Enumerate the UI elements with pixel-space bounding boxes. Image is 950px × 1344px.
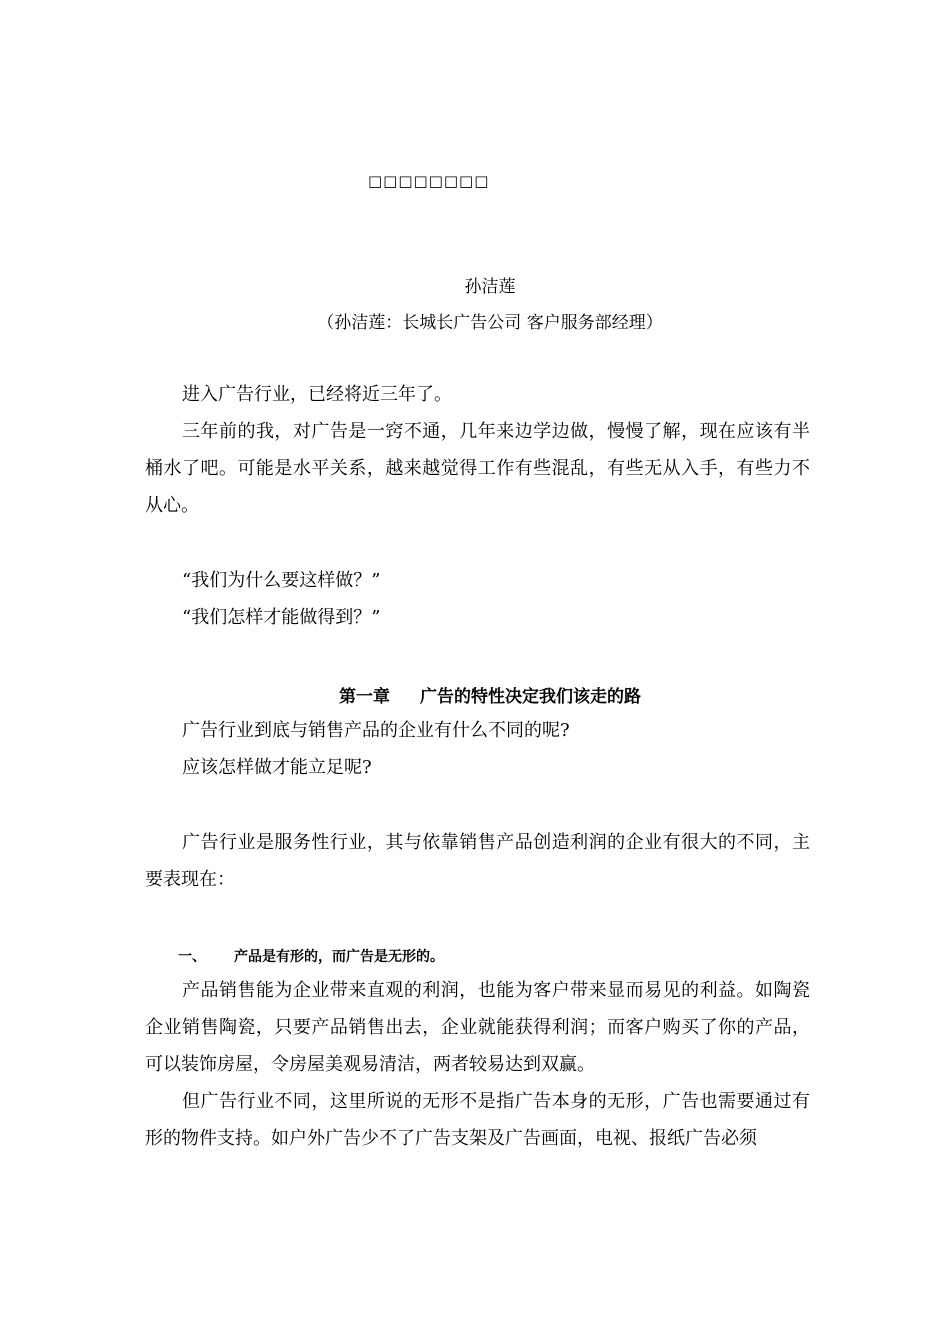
question-1: 广告行业到底与销售产品的企业有什么不同的呢?	[182, 720, 570, 741]
intro-paragraph-1: 进入广告行业，已经将近三年了。	[182, 384, 452, 405]
quote-1: “我们为什么要这样做？”	[182, 570, 381, 591]
section-heading	[178, 946, 444, 966]
service-paragraph: 广告行业是服务性行业，其与依靠销售产品创造利润的企业有很大的不同，主要表现在：	[145, 832, 810, 890]
author-affiliation: （孙洁莲：长城长广告公司 客户服务部经理）	[317, 313, 663, 333]
document-title: □□□□□□□□	[368, 172, 490, 190]
question-2: 应该怎样做才能立足呢?	[182, 757, 372, 778]
chapter-number: 第一章	[339, 687, 390, 707]
chapter-heading	[0, 682, 950, 707]
quote-2: “我们怎样才能做得到？”	[182, 607, 381, 628]
body-paragraph-1: 产品销售能为企业带来直观的利润，也能为客户带来显而易见的利益。如陶瓷企业销售陶瓷，只要产品销售出去，企业就能获得利润；而客户购买了你的产品，可以装饰房屋，令房屋美观易清洁，两者较易达到双赢。	[145, 980, 810, 1075]
body-paragraph-2: 但广告行业不同，这里所说的无形不是指广告本身的无形，广告也需要通过有形的物件支持。如户外广告少不了广告支架及广告画面，电视、报纸广告必须	[145, 1091, 810, 1149]
author-name: 孙洁莲	[464, 277, 516, 297]
section-title: 产品是有形的，而广告是无形的。	[234, 949, 444, 965]
chapter-title: 广告的特性决定我们该走的路	[420, 687, 641, 707]
section-number: 一、	[178, 949, 206, 965]
intro-paragraph-2: 三年前的我，对广告是一窍不通，几年来边学边做，慢慢了解，现在应该有半桶水了吧。可能是水平关系，越来越觉得工作有些混乱，有些无从入手，有些力不从心。	[145, 421, 810, 516]
